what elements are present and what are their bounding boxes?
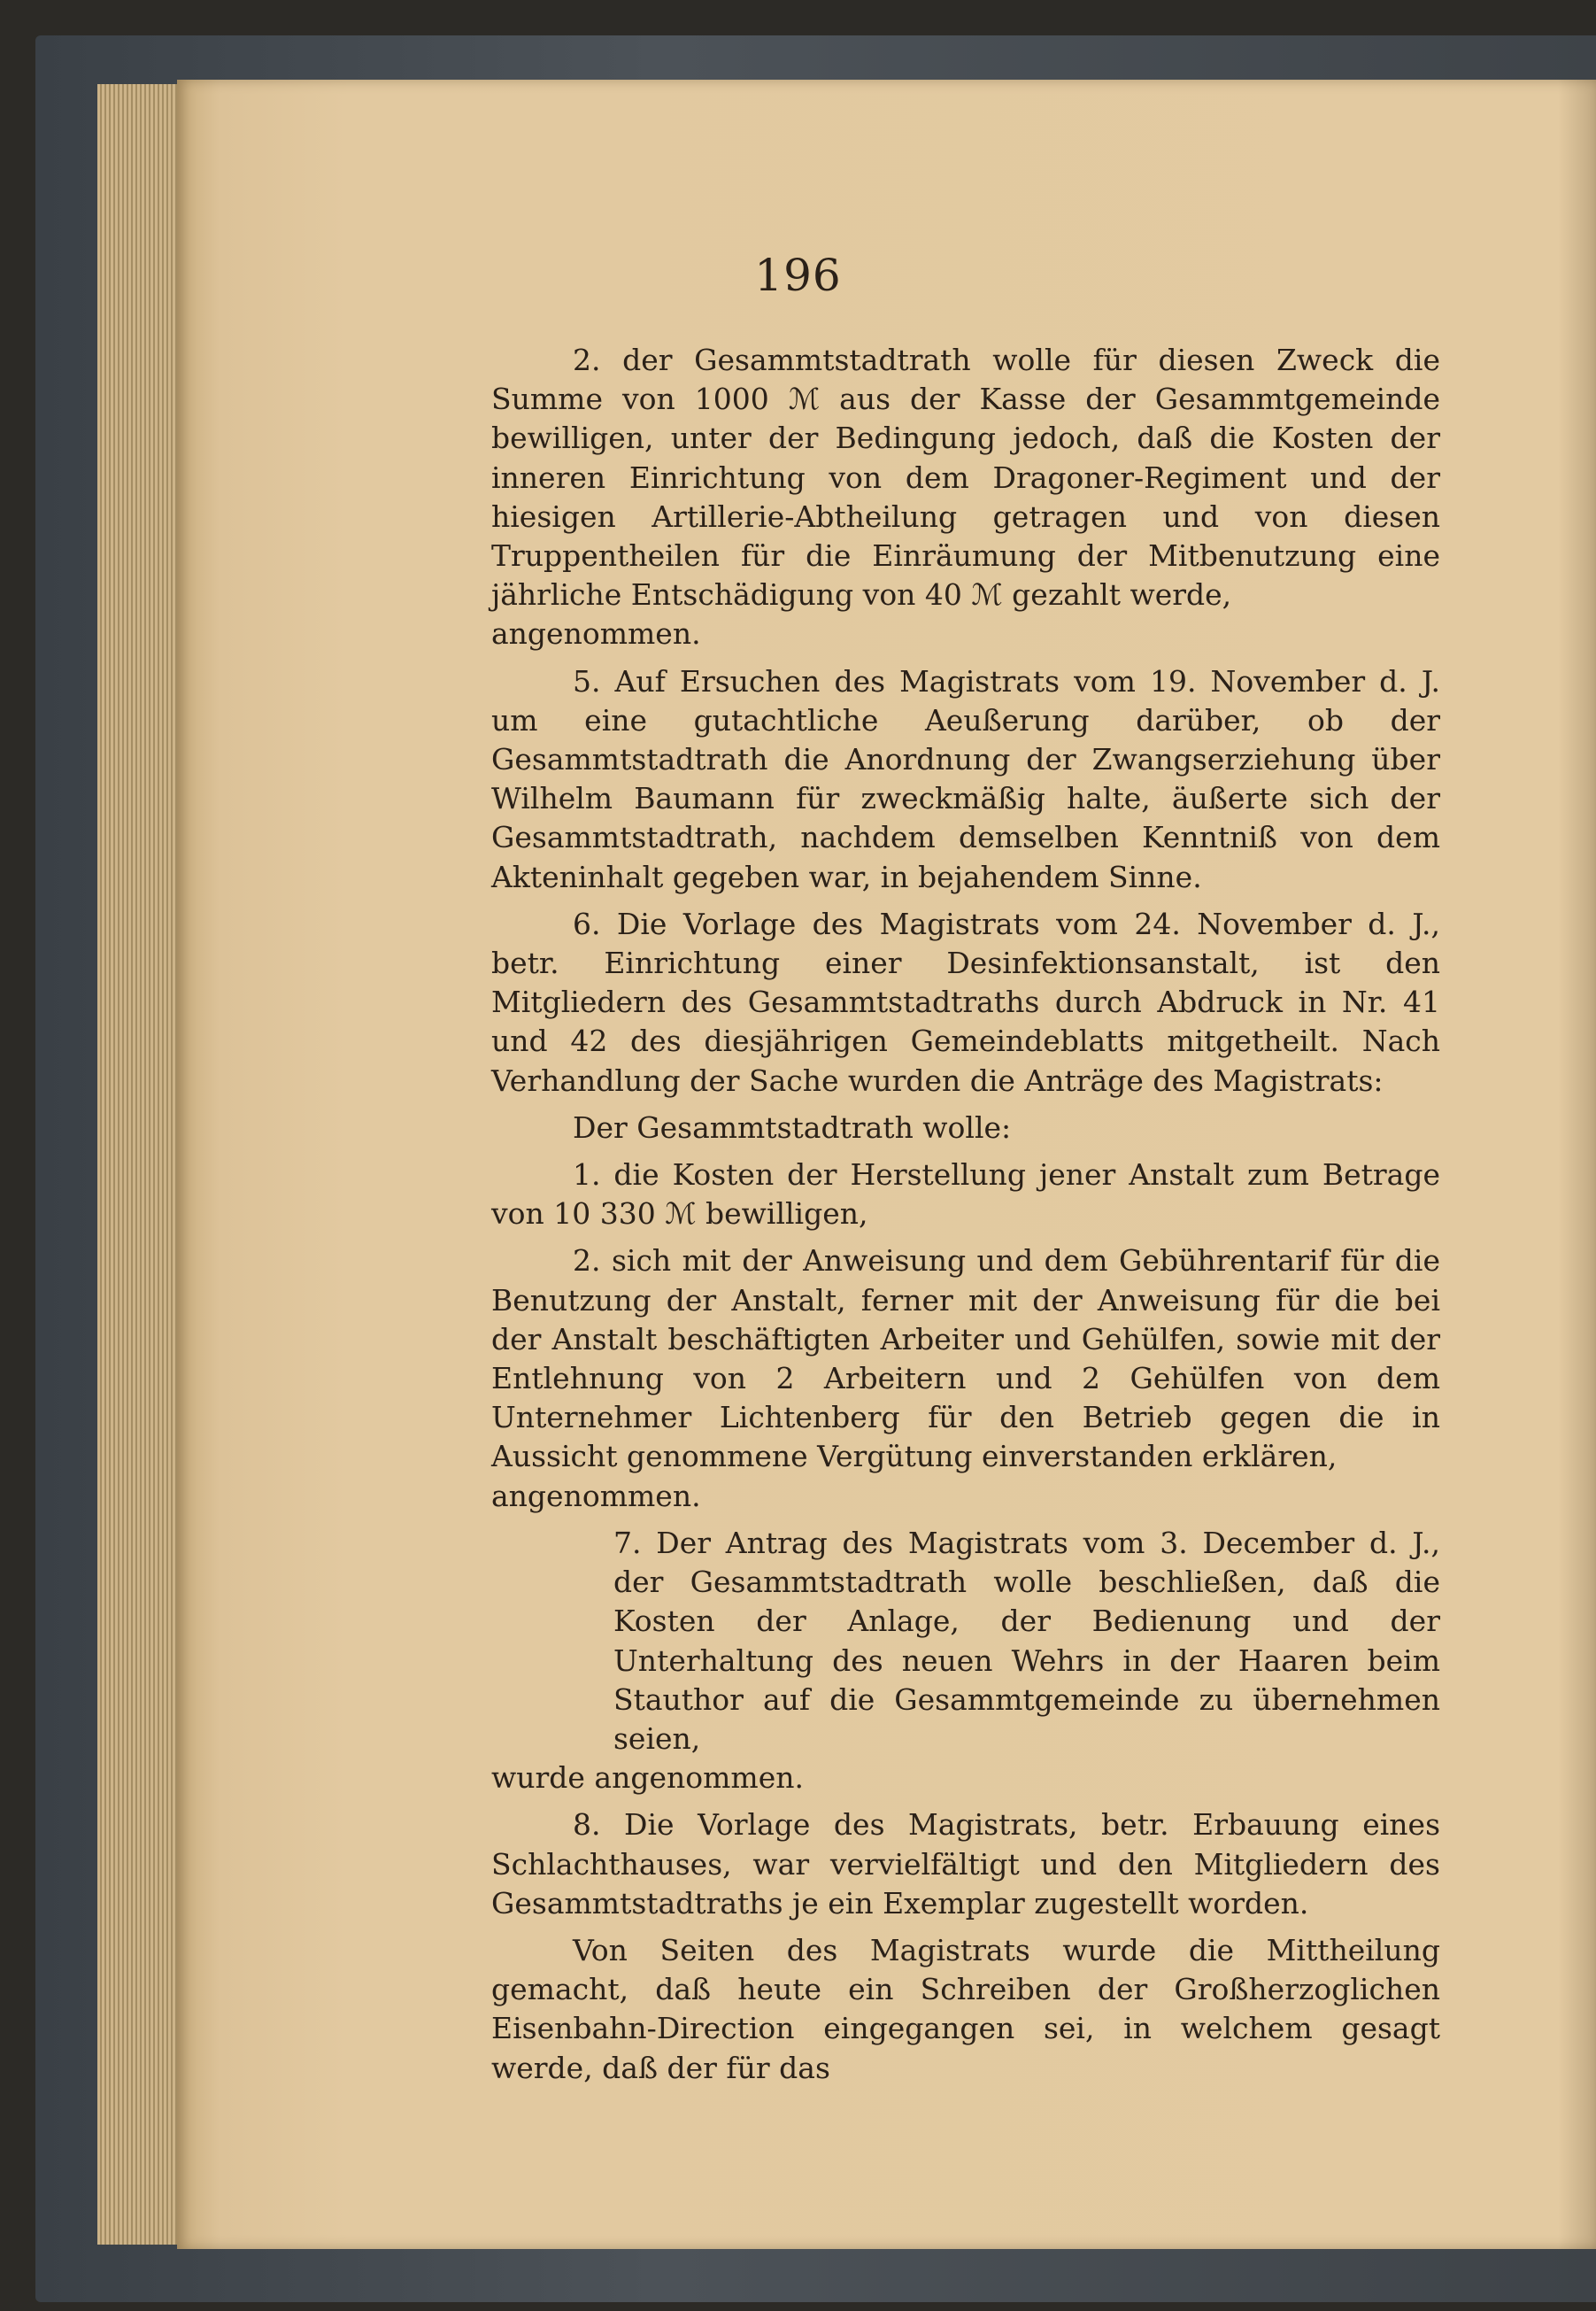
page-gutter-shadow <box>1558 80 1596 2249</box>
paragraph-result: angenommen. <box>491 616 701 652</box>
page-number: 196 <box>754 250 842 301</box>
paragraph-communication: Von Seiten des Magistrats wurde die Mittheilung gemacht, daß heute ein Schreiben der Großherzoglichen Eisenbahn-Direction eingegangen sei, in welchem gesagt werde, daß der für das <box>491 1932 1440 2085</box>
paragraph-item-5: 5. Auf Ersuchen des Magistrats vom 19. November d. J. um eine gutachtliche Aeußerung darüber, ob der Gesammtstadtrath die Anordnung der Zwangserziehung über Wilhelm Baumann für zweckmäßig halte, äußerte sich der Gesammtstadtrath, nachdem demselben Kenntniß von dem Akteninhalt gegeben war, in bejahendem Sinne. <box>491 663 1440 894</box>
paragraph-motion-2: 2. sich mit der Anweisung und dem Gebührentarif für die Benutzung der Anstalt, ferner mit der Anweisung für die bei der Anstalt beschäftigten Arbeiter und Gehülfen, sowie mit der Entlehnung von 2 Arbeitern und 2 Gehülfen von dem Unternehmer Lichtenberg für den Betrieb gegen die in Aussicht genommene Vergütung einverstanden erklären, <box>491 1243 1440 1474</box>
paragraph-result: wurde angenommen. <box>491 1760 804 1796</box>
paragraph-item-2: 2. der Gesammtstadtrath wolle für diesen Zweck die Summe von 1000 ℳ aus der Kasse der Gesammtgemeinde bewilligen, unter der Bedingung jedoch, daß die Kosten der inneren Einrichtung von dem Dragoner-Regiment und der hiesigen Artillerie-Abtheilung getragen und von diesen Truppentheilen für die Einräumung der Mitbenutzung eine jährliche Entschädigung von 40 ℳ gezahlt werde, <box>491 343 1440 613</box>
paragraph-item-6: 6. Die Vorlage des Magistrats vom 24. November d. J., betr. Einrichtung einer Desinfektionsanstalt, ist den Mitgliedern des Gesammtstadtraths durch Abdruck in Nr. 41 und 42 des diesjährigen Gemeindeblatts mitgetheilt. Nach Verhandlung der Sache wurden die Anträge des Magistrats: <box>491 906 1440 1098</box>
paragraph-result: angenommen. <box>491 1478 701 1513</box>
paragraph-item-8: 8. Die Vorlage des Magistrats, betr. Erbauung eines Schlachthauses, war vervielfältigt und den Mitgliedern des Gesammtstadtraths je ein Exemplar zugestellt worden. <box>491 1807 1440 1921</box>
paragraph-motion-1: 1. die Kosten der Herstellung jener Anstalt zum Betrage von 10 330 ℳ bewilligen, <box>491 1157 1440 1232</box>
paragraph-item-7: 7. Der Antrag des Magistrats vom 3. December d. J., der Gesammtstadtrath wolle beschließen, daß die Kosten der Anlage, der Bedienung und der Unterhaltung des neuen Wehrs in der Haaren beim Stauthor auf die Gesammtgemeinde zu übernehmen seien, <box>613 1525 1440 1756</box>
page-text <box>491 341 1440 2088</box>
paragraph-motion-intro: Der Gesammtstadtrath wolle: <box>573 1109 1012 1145</box>
